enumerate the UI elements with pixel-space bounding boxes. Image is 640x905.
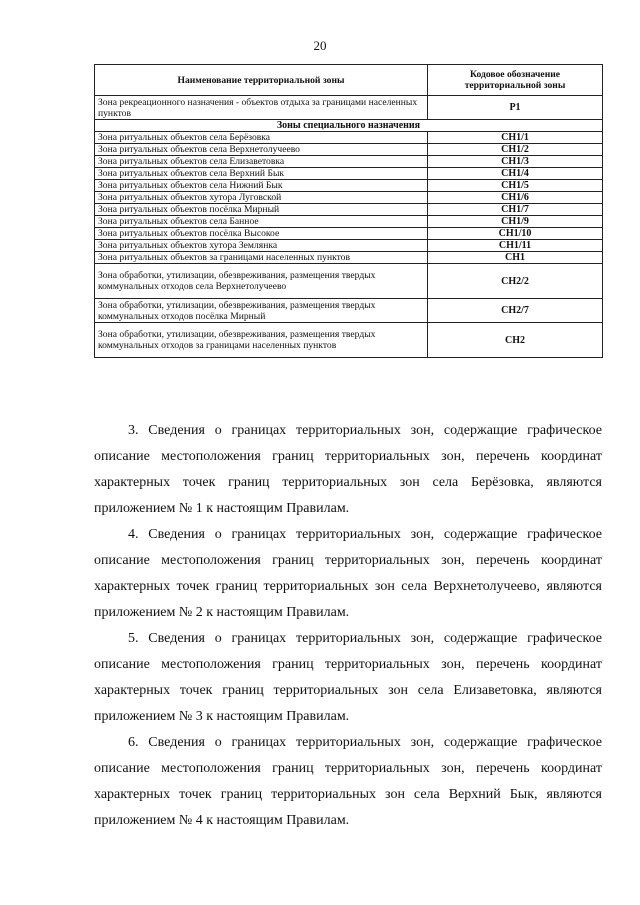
zone-code-cell: СН1/11 bbox=[428, 240, 603, 252]
zone-code-cell: СН1/3 bbox=[428, 156, 603, 168]
table-row bbox=[95, 96, 603, 120]
zone-name-cell: Зона ритуальных объектов села Нижний Бык bbox=[95, 180, 428, 192]
zone-name-cell: Зона ритуальных объектов за границами населенных пунктов bbox=[95, 252, 428, 264]
header-zone-code: Кодовое обозначение территориальной зоны bbox=[428, 65, 603, 96]
header-zone-name: Наименование территориальной зоны bbox=[95, 65, 428, 96]
table-row bbox=[95, 252, 603, 264]
zone-name-cell: Зона рекреационного назначения - объектов отдыха за границами населенных пунктов bbox=[95, 96, 428, 120]
zone-name-cell: Зона ритуальных объектов посёлка Мирный bbox=[95, 204, 428, 216]
zone-name-cell: Зона обработки, утилизации, обезвреживания, размещения твердых коммунальных отходов посёлка Мирный bbox=[95, 299, 428, 323]
paragraph: 5. Сведения о границах территориальных зон, содержащие графическое описание местоположения границ территориальных зон, перечень координат характерных точек границ территориальных зон села Елизаветовка, являются приложением № 3 к настоящим Правилам. bbox=[94, 631, 602, 724]
zone-name-cell: Зона обработки, утилизации, обезвреживания, размещения твердых коммунальных отходов за границами населенных пунктов bbox=[95, 323, 428, 358]
table-row bbox=[95, 216, 603, 228]
page-number: 20 bbox=[313, 38, 327, 53]
zone-code-cell: СН2/7 bbox=[428, 299, 603, 323]
section-title: Зоны специального назначения bbox=[95, 120, 603, 132]
table-row bbox=[95, 299, 603, 323]
zone-code-cell: СН1/1 bbox=[428, 132, 603, 144]
zone-code-cell: СН1/5 bbox=[428, 180, 603, 192]
table-row bbox=[95, 180, 603, 192]
paragraph: 4. Сведения о границах территориальных зон, содержащие графическое описание местоположения границ территориальных зон, перечень координат характерных точек границ территориальных зон села Верхнетолучеево, являются приложением № 2 к настоящим Правилам. bbox=[94, 527, 602, 620]
zone-code-cell: СН1 bbox=[428, 252, 603, 264]
zone-name-cell: Зона ритуальных объектов хутора Землянка bbox=[95, 240, 428, 252]
table-row bbox=[95, 264, 603, 299]
zone-name-cell: Зона ритуальных объектов села Берёзовка bbox=[95, 132, 428, 144]
zone-name-cell: Зона ритуальных объектов хутора Луговской bbox=[95, 192, 428, 204]
zone-code-cell: СН2/2 bbox=[428, 264, 603, 299]
table-row bbox=[95, 168, 603, 180]
zone-code-cell: СН1/7 bbox=[428, 204, 603, 216]
zone-code-cell: СН1/2 bbox=[428, 144, 603, 156]
zone-code-cell: Р1 bbox=[428, 96, 603, 120]
zone-code-cell: СН1/6 bbox=[428, 192, 603, 204]
body-text bbox=[94, 418, 602, 834]
zone-name-cell: Зона ритуальных объектов села Верхний Бык bbox=[95, 168, 428, 180]
zone-name-cell: Зона ритуальных объектов села Верхнетолучеево bbox=[95, 144, 428, 156]
table-header-row bbox=[95, 65, 603, 96]
section-row bbox=[95, 120, 603, 132]
zone-name-cell: Зона ритуальных объектов села Елизаветовка bbox=[95, 156, 428, 168]
table-row bbox=[95, 156, 603, 168]
zone-code-cell: СН1/9 bbox=[428, 216, 603, 228]
table-row bbox=[95, 132, 603, 144]
table-row bbox=[95, 228, 603, 240]
table-row bbox=[95, 144, 603, 156]
zone-code-cell: СН1/4 bbox=[428, 168, 603, 180]
zone-code-cell: СН1/10 bbox=[428, 228, 603, 240]
table-row bbox=[95, 192, 603, 204]
zone-name-cell: Зона обработки, утилизации, обезвреживания, размещения твердых коммунальных отходов села Верхнетолучеево bbox=[95, 264, 428, 299]
paragraph: 3. Сведения о границах территориальных зон, содержащие графическое описание местоположения границ территориальных зон, перечень координат характерных точек границ территориальных зон села Берёзовка, являются приложением № 1 к настоящим Правилам. bbox=[94, 423, 602, 516]
zones-table bbox=[94, 64, 603, 358]
zone-name-cell: Зона ритуальных объектов посёлка Высокое bbox=[95, 228, 428, 240]
table-row bbox=[95, 323, 603, 358]
paragraph: 6. Сведения о границах территориальных зон, содержащие графическое описание местоположения границ территориальных зон, перечень координат характерных точек границ территориальных зон села Верхний Бык, являются приложением № 4 к настоящим Правилам. bbox=[94, 735, 602, 828]
zone-code-cell: СН2 bbox=[428, 323, 603, 358]
table-row bbox=[95, 204, 603, 216]
zone-name-cell: Зона ритуальных объектов села Банное bbox=[95, 216, 428, 228]
table-row bbox=[95, 240, 603, 252]
